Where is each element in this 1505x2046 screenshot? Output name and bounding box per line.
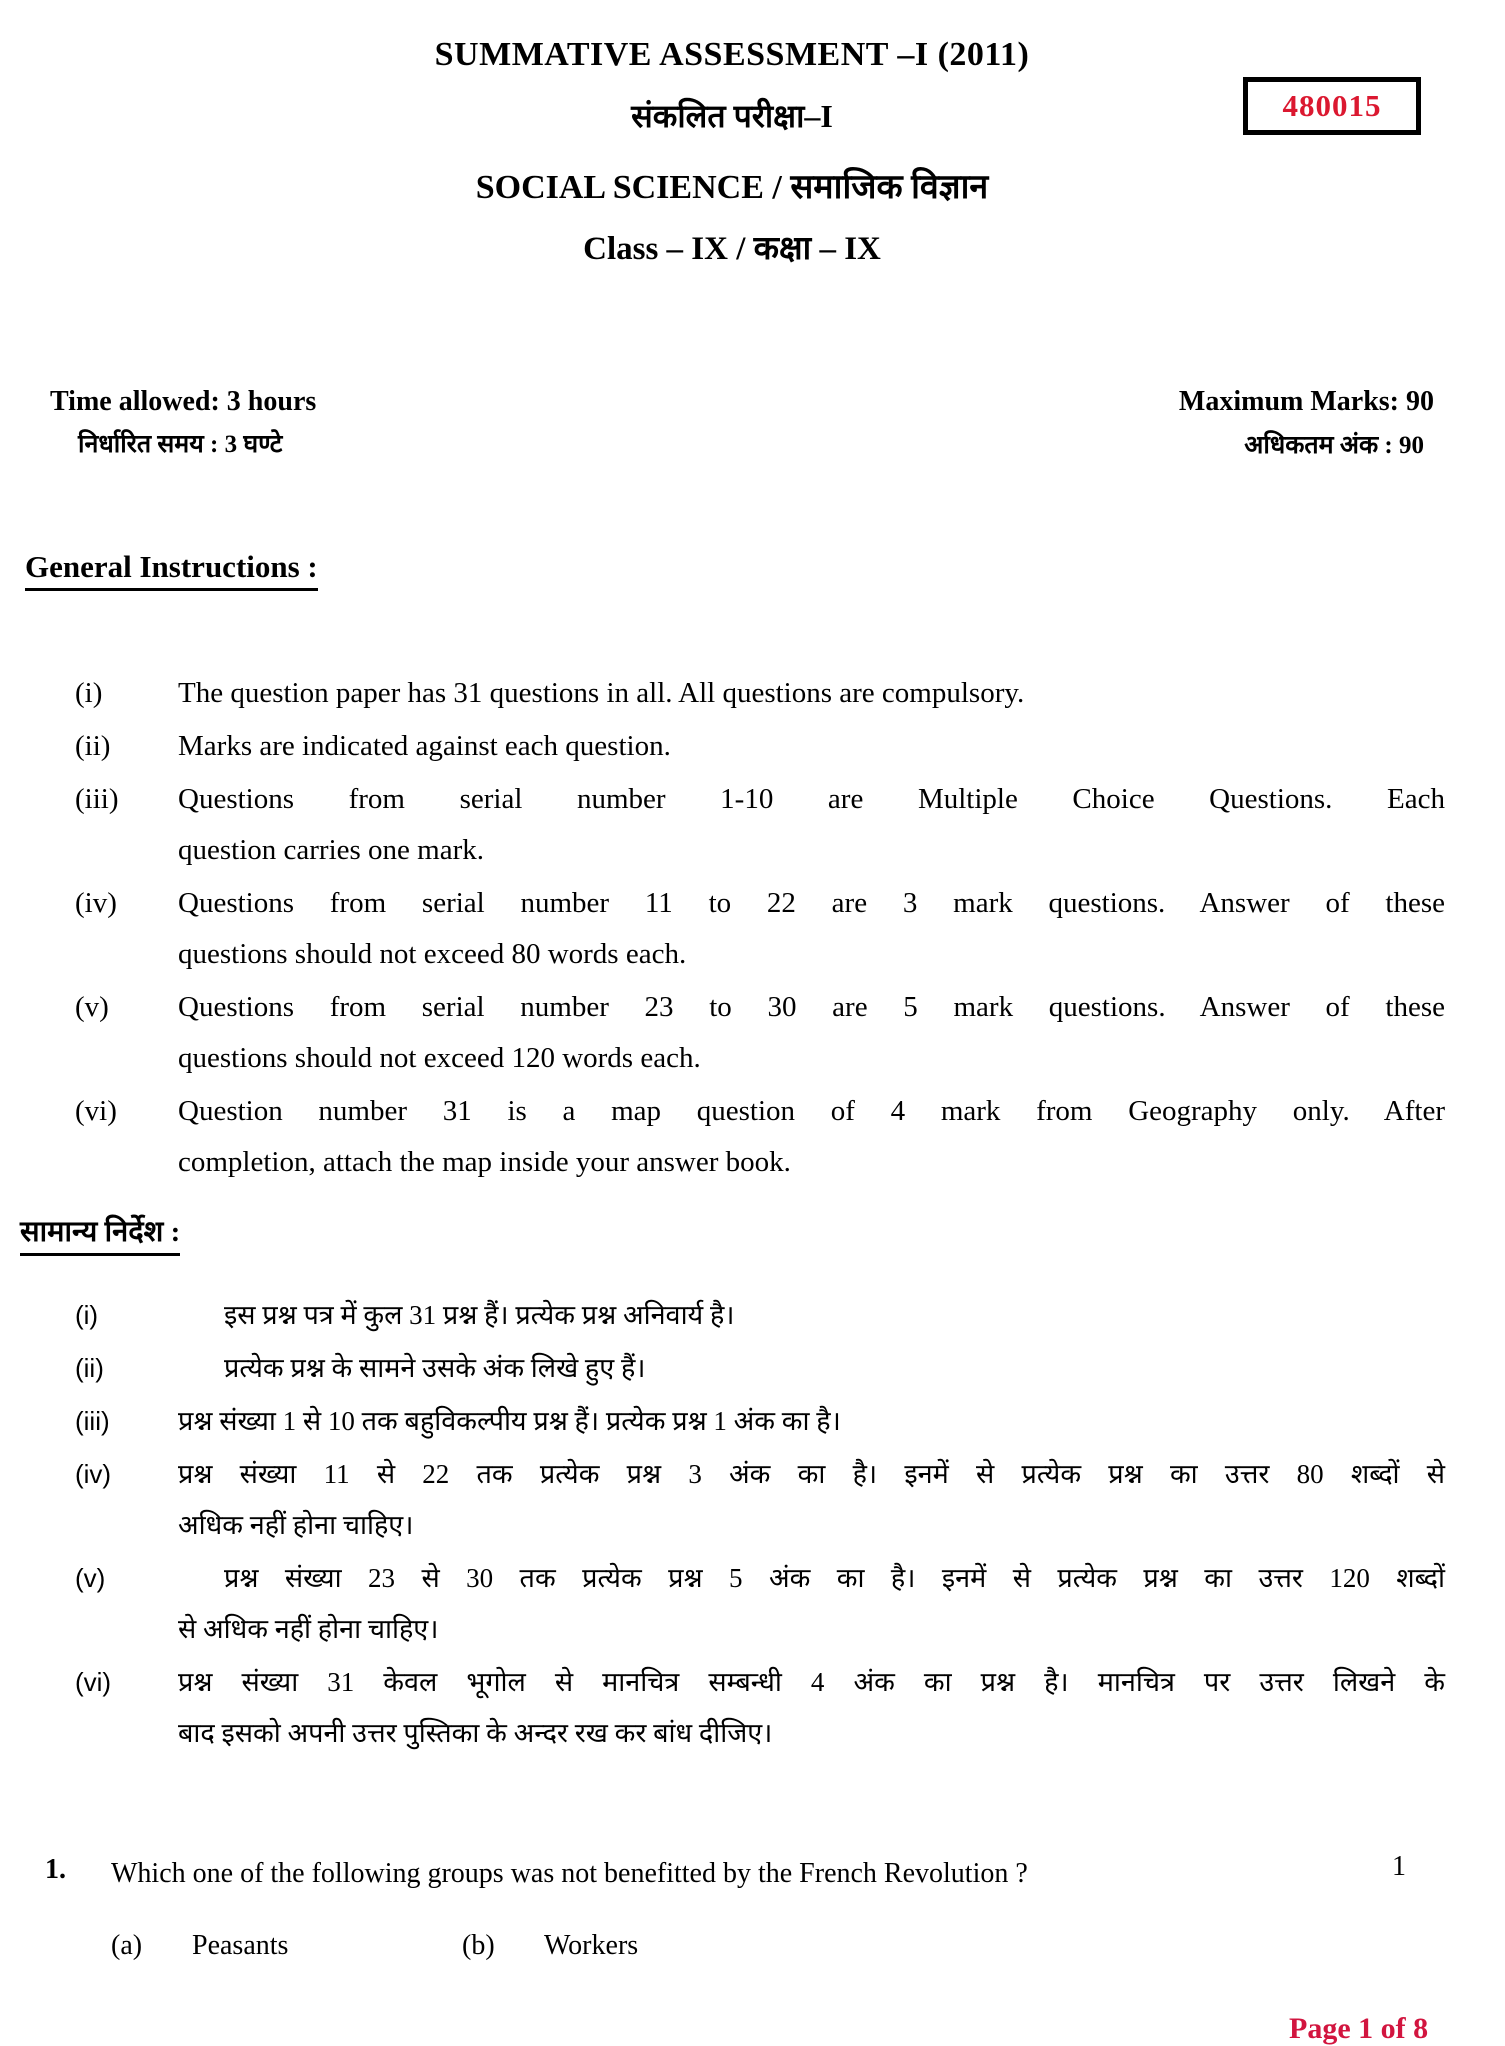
question-options	[111, 1930, 638, 1962]
question-number: 1.	[45, 1854, 66, 1885]
item-marker: (v)	[75, 991, 109, 1023]
item-text: Questions from serial number 11 to 22 are 3 mark questions. Answer of these	[178, 887, 1445, 919]
instruction-item	[75, 1449, 1445, 1551]
instruction-item	[75, 1657, 1445, 1759]
instruction-item	[75, 1396, 1445, 1447]
time-allowed-hi: निर्धारित समय : 3 घण्टे	[78, 431, 283, 458]
item-text: प्रश्न संख्या 1 से 10 तक बहुविकल्पीय प्रश्न हैं। प्रत्येक प्रश्न 1 अंक का है।	[178, 1406, 841, 1436]
instruction-item	[75, 1553, 1445, 1655]
option-b-label: (b)	[462, 1930, 495, 1961]
page-number-label: Page 1 of 8	[1289, 2012, 1429, 2045]
item-marker: (ii)	[75, 730, 111, 762]
item-marker: (iii)	[75, 783, 119, 815]
option-a-label: (a)	[111, 1930, 143, 1961]
item-text: Question number 31 is a map question of 4 mark from Geography only. After	[178, 1095, 1445, 1127]
instruction-item	[75, 668, 1445, 719]
item-marker: (ii)	[75, 1353, 104, 1383]
instruction-item	[75, 1343, 1445, 1394]
item-text: question carries one mark.	[178, 834, 485, 866]
paper-subject-line: SOCIAL SCIENCE / समाजिक विज्ञान	[475, 169, 989, 206]
instruction-item	[75, 1290, 1445, 1341]
item-text: questions should not exceed 80 words each.	[178, 938, 687, 970]
item-text: Questions from serial number 23 to 30 are 5 mark questions. Answer of these	[178, 991, 1445, 1023]
paper-title-en: SUMMATIVE ASSESSMENT –I (2011)	[434, 36, 1030, 73]
item-text: Marks are indicated against each question.	[178, 730, 671, 762]
item-marker: (i)	[75, 677, 103, 709]
item-text: प्रश्न संख्या 31 केवल भूगोल से मानचित्र सम्बन्धी 4 अंक का प्रश्न है। मानचित्र पर उत्तर लिखने के	[178, 1667, 1445, 1697]
instruction-item	[75, 878, 1445, 980]
option-b-text: Workers	[544, 1930, 639, 1961]
item-marker: (vi)	[75, 1667, 112, 1697]
item-text: प्रत्येक प्रश्न के सामने उसके अंक लिखे हुए हैं।	[224, 1353, 646, 1383]
general-instructions-heading-hi: सामान्य निर्देश :	[20, 1211, 180, 1256]
question-text: Which one of the following groups was not benefitted by the French Revolution ?	[111, 1858, 1028, 1889]
item-text: से अधिक नहीं होना चाहिए।	[178, 1614, 439, 1644]
item-marker: (i)	[75, 1300, 99, 1330]
item-text: इस प्रश्न पत्र में कुल 31 प्रश्न हैं। प्रत्येक प्रश्न अनिवार्य है।	[224, 1300, 735, 1330]
max-marks-en: Maximum Marks: 90	[1178, 386, 1434, 417]
instruction-item	[75, 774, 1445, 876]
question-marks: 1	[1392, 1851, 1406, 1882]
general-instructions-heading-en: General Instructions :	[25, 549, 318, 591]
item-text: बाद इसको अपनी उत्तर पुस्तिका के अन्दर रख कर बांध दीजिए।	[178, 1718, 773, 1748]
item-marker: (vi)	[75, 1095, 117, 1127]
instruction-item	[75, 721, 1445, 772]
instruction-item	[75, 1086, 1445, 1188]
paper-title-hi: संकलित परीक्षा–I	[631, 98, 833, 134]
instructions-list-hi	[75, 1290, 1445, 1761]
max-marks-hi: अधिकतम अंक : 90	[1244, 432, 1424, 459]
paper-class-line: Class – IX / कक्षा – IX	[583, 231, 881, 267]
paper-code: 480015	[1282, 88, 1382, 123]
item-marker: (iii)	[75, 1406, 110, 1436]
paper-code-box	[1243, 77, 1421, 135]
instruction-item	[75, 982, 1445, 1084]
item-text: अधिक नहीं होना चाहिए।	[178, 1510, 414, 1540]
item-text: Questions from serial number 1-10 are Multiple Choice Questions. Each	[178, 783, 1445, 815]
instructions-list-en	[75, 668, 1445, 1190]
option-a-text: Peasants	[192, 1930, 289, 1961]
time-allowed-en: Time allowed: 3 hours	[50, 386, 317, 417]
item-marker: (v)	[75, 1563, 106, 1593]
item-text: प्रश्न संख्या 11 से 22 तक प्रत्येक प्रश्न 3 अंक का है। इनमें से प्रत्येक प्रश्न का उत्तर 80 शब्दों से	[178, 1459, 1445, 1489]
item-text: The question paper has 31 questions in all. All questions are compulsory.	[178, 677, 1025, 709]
item-text: questions should not exceed 120 words each.	[178, 1042, 701, 1074]
item-marker: (iv)	[75, 1459, 112, 1489]
item-text: completion, attach the map inside your answer book.	[178, 1146, 791, 1178]
item-text: प्रश्न संख्या 23 से 30 तक प्रत्येक प्रश्न 5 अंक का है। इनमें से प्रत्येक प्रश्न का उत्तर 120 शब्दों	[224, 1563, 1445, 1593]
item-marker: (iv)	[75, 887, 117, 919]
